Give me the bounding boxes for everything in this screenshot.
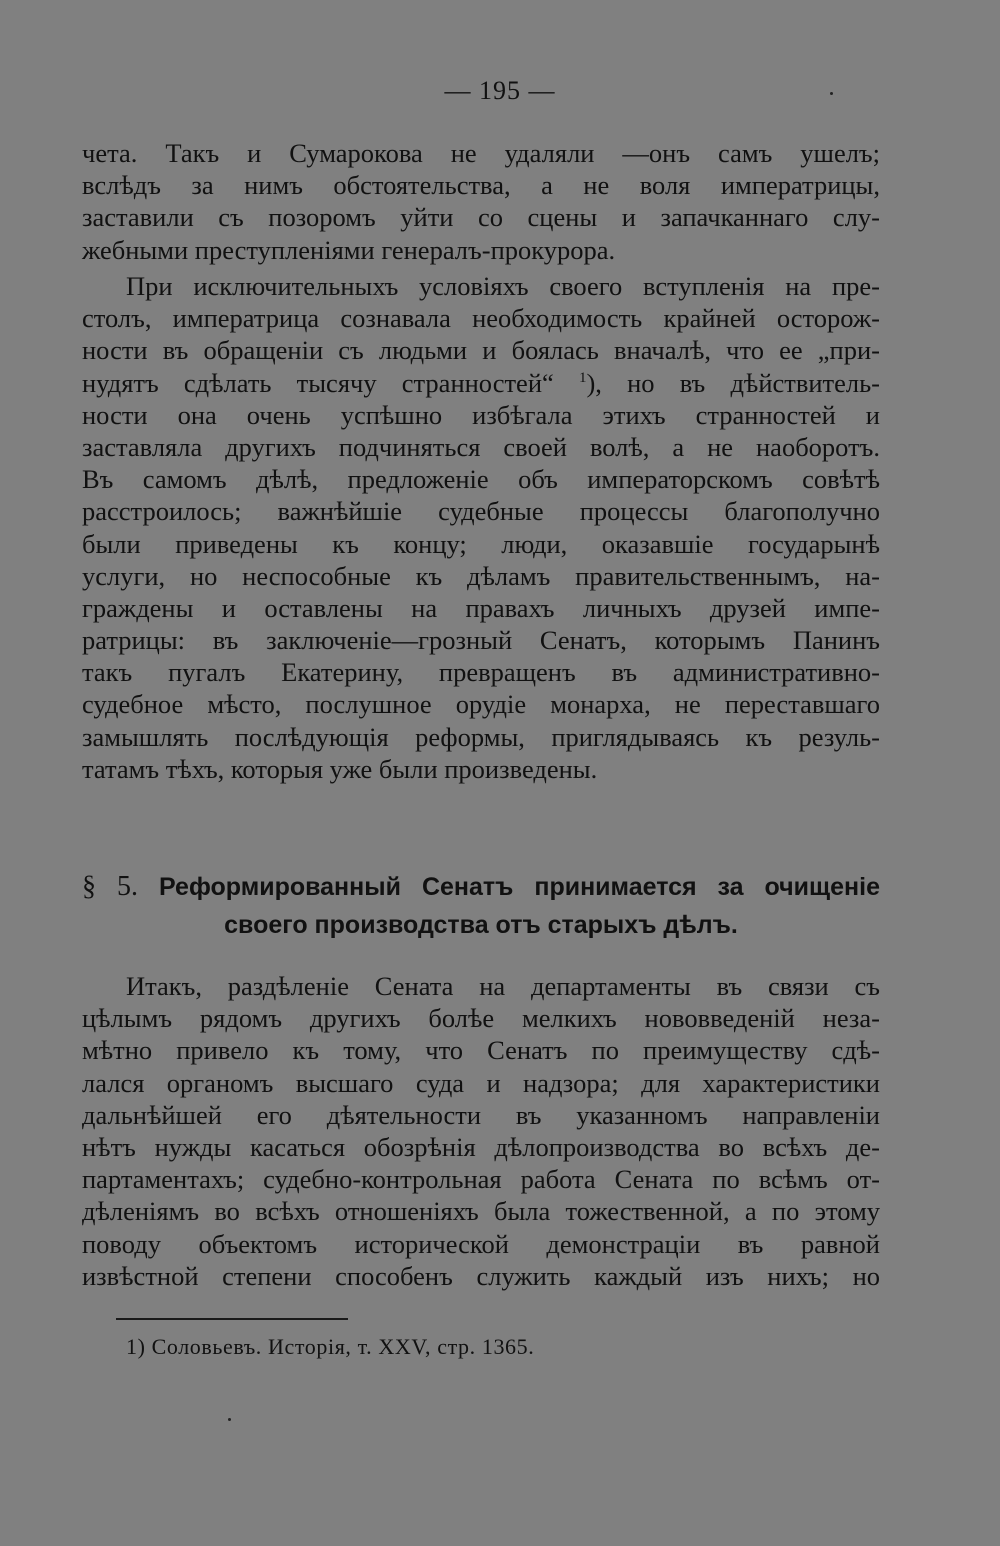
text-line: партаментахъ; судебно-контрольная работа Сената по всѣмъ от- xyxy=(82,1164,880,1195)
footnote-divider xyxy=(116,1318,348,1320)
text-segment: нудятъ сдѣлать тысячу странностей“ xyxy=(82,367,554,398)
text-line: заставляла другихъ подчиняться своей волѣ, а не наоборотъ. xyxy=(82,431,880,462)
text-line-with-footnote xyxy=(82,367,880,399)
text-line: расстроилось; важнѣйшіе судебные процессы благополучно xyxy=(82,496,880,527)
text-line: ности она очень успѣшно избѣгала этихъ странностей и xyxy=(82,399,880,430)
text-line: ности въ обращеніи съ людьми и боялась вначалѣ, что ее „при- xyxy=(82,335,880,366)
text-line: Въ самомъ дѣлѣ, предложеніе объ императорскомъ совѣтѣ xyxy=(82,464,880,495)
text-line: граждены и оставлены на правахъ личныхъ друзей импе- xyxy=(82,592,880,623)
section-number: § 5. xyxy=(82,871,139,902)
footnote xyxy=(126,1334,534,1360)
text-line: Итакъ, раздѣленіе Сената на департаменты въ связи съ xyxy=(126,971,880,1001)
text-line: дѣленіямъ во всѣхъ отношеніяхъ была тожественной, а по этому xyxy=(82,1196,880,1227)
paragraph-continuation xyxy=(82,137,880,266)
text-line: вслѣдъ за нимъ обстоятельства, а не воля императрицы, xyxy=(82,170,880,201)
text-line: услуги, но неспособные къ дѣламъ правительственнымъ, на- xyxy=(82,560,880,591)
text-line: чета. Такъ и Сумарокова не удаляли —онъ самъ ушелъ; xyxy=(82,138,880,168)
speck-mark xyxy=(830,92,833,95)
footnote-marker: 1) xyxy=(126,1334,146,1359)
heading-line: своего производства отъ старыхъ дѣлъ. xyxy=(224,911,738,939)
text-line: ратрицы: въ заключеніе—грозный Сенатъ, которымъ Панинъ xyxy=(82,625,880,656)
text-line: судебное мѣсто, послушное орудіе монарха, не переставшаго xyxy=(82,689,880,720)
paragraph-section xyxy=(82,970,880,1292)
heading-text: Реформированный Сенатъ принимается за очищеніе xyxy=(159,873,881,901)
text-line: были приведены къ концу; люди, оказавшіе государынѣ xyxy=(82,528,880,559)
text-line: столъ, императрица сознавала необходимость крайней осторож- xyxy=(82,303,880,334)
paragraph-main xyxy=(82,270,880,785)
text-line: татамъ тѣхъ, которыя уже были произведены. xyxy=(82,753,598,784)
text-line: мѣтно привело къ тому, что Сенатъ по преимуществу сдѣ- xyxy=(82,1035,880,1066)
text-line: цѣлымъ рядомъ другихъ болѣе мелкихъ нововведеній неза- xyxy=(82,1003,880,1034)
text-line: дальнѣйшей его дѣятельности въ указанномъ направленіи xyxy=(82,1099,880,1130)
text-line: поводу объектомъ исторической демонстраціи въ равной xyxy=(82,1228,880,1259)
text-line: заставили съ позоромъ уйти со сцены и запачканнаго слу- xyxy=(82,202,880,233)
text-line: При исключительныхъ условіяхъ своего вступленія на пре- xyxy=(126,271,880,301)
page-number: — 195 — xyxy=(444,76,556,105)
speck-mark xyxy=(228,1418,231,1421)
section-heading xyxy=(82,868,880,944)
text-line: жебными преступленіями генералъ-прокурора. xyxy=(82,234,616,265)
footnote-reference: 1 xyxy=(578,369,587,386)
text-segment: ), но въ дѣйствитель- xyxy=(586,367,881,398)
footnote-text: Соловьевъ. Исторія, т. XXV, стр. 1365. xyxy=(151,1334,535,1359)
heading-line xyxy=(82,868,880,906)
text-line: замышлять послѣдующія реформы, приглядываясь къ резуль- xyxy=(82,721,880,752)
text-line: нѣтъ нужды касаться обозрѣнія дѣлопроизводства во всѣхъ де- xyxy=(82,1131,880,1162)
text-line: лался органомъ высшаго суда и надзора; для характеристики xyxy=(82,1067,880,1098)
text-line: такъ пугалъ Екатерину, превращенъ въ административно- xyxy=(82,657,880,688)
text-line: извѣстной степени способенъ служить каждый изъ нихъ; но xyxy=(82,1260,880,1291)
